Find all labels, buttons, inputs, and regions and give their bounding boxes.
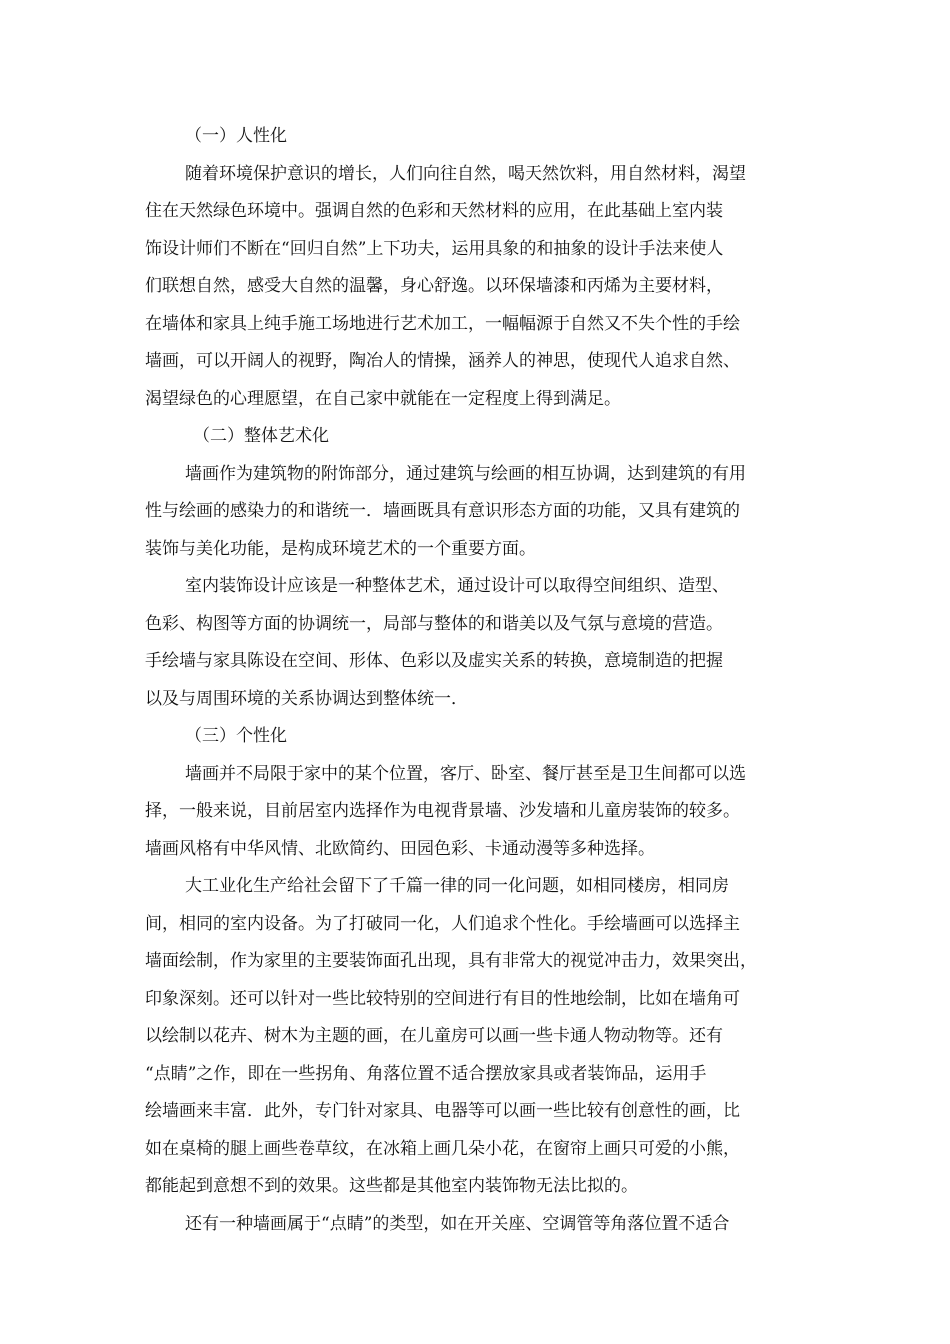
section-heading-1: （一）人性化 <box>185 126 287 146</box>
paragraph-6 <box>145 1206 827 1244</box>
paragraph-5 <box>145 868 827 1206</box>
paragraph-line: 们联想自然，感受大自然的温馨，身心舒逸。以环保墙漆和丙烯为主要材料， <box>145 276 723 296</box>
paragraph-line: 墙画风格有中华风情、北欧简约、田园色彩、卡通动漫等多种选择。 <box>145 838 655 859</box>
document-body <box>145 118 827 1243</box>
paragraph-line: 以绘制以花卉、树木为主题的画，在儿童房可以画一些卡通人物动物等。还有 <box>145 1026 723 1046</box>
paragraph-line: 绘墙画来丰富．此外，专门针对家具、电器等可以画一些比较有创意性的画，比 <box>145 1101 740 1121</box>
paragraph-line: 还有一种墙画属于“点睛”的类型，如在开关座、空调管等角落位置不适合 <box>185 1213 730 1234</box>
paragraph-line: “点睛”之作，即在一些拐角、角落位置不适合摆放家具或者装饰品，运用手 <box>145 1063 707 1084</box>
paragraph-line: 装饰与美化功能，是构成环境艺术的一个重要方面。 <box>145 538 536 559</box>
paragraph-1 <box>145 156 827 419</box>
paragraph-line: 随着环境保护意识的增长，人们向往自然，喝天然饮料，用自然材料，渴望 <box>185 163 746 184</box>
paragraph-line: 色彩、构图等方面的协调统一，局部与整体的和谐美以及气氛与意境的营造。 <box>145 613 723 634</box>
paragraph-line: 室内装饰设计应该是一种整体艺术，通过设计可以取得空间组织、造型、 <box>185 576 729 596</box>
section-heading-2: （二）整体艺术化 <box>193 426 329 446</box>
paragraph-line: 以及与周围环境的关系协调达到整体统一． <box>145 688 468 709</box>
paragraph-line: 择，一般来说，目前居室内选择作为电视背景墙、沙发墙和儿童房装饰的较多。 <box>145 801 740 821</box>
paragraph-line: 墙画，可以开阔人的视野，陶冶人的情操，涵养人的神思，使现代人追求自然、 <box>145 351 740 371</box>
paragraph-line: 在墙体和家具上纯手施工场地进行艺术加工，一幅幅源于自然又不失个性的手绘 <box>145 313 740 334</box>
paragraph-line: 墙画并不局限于家中的某个位置，客厅、卧室、餐厅甚至是卫生间都可以选 <box>185 763 746 784</box>
paragraph-line: 渴望绿色的心理愿望，在自己家中就能在一定程度上得到满足。 <box>145 388 621 409</box>
paragraph-line: 饰设计师们不断在“回归自然”上下功夫，运用具象的和抽象的设计手法来使人 <box>145 238 724 259</box>
paragraph-line: 性与绘画的感染力的和谐统一．墙画既具有意识形态方面的功能，又具有建筑的 <box>145 501 740 521</box>
paragraph-3 <box>145 568 827 718</box>
paragraph-line: 如在桌椅的腿上画些卷草纹，在冰箱上画几朵小花，在窗帘上画只可爱的小熊， <box>145 1138 740 1159</box>
paragraph-line: 墙面绘制，作为家里的主要装饰面孔出现，具有非常大的视觉冲击力，效果突出， <box>145 951 757 971</box>
section-heading-3: （三）个性化 <box>185 726 287 746</box>
paragraph-line: 大工业化生产给社会留下了千篇一律的同一化问题，如相同楼房，相同房 <box>185 876 729 896</box>
paragraph-line: 墙画作为建筑物的附饰部分，通过建筑与绘画的相互协调，达到建筑的有用 <box>185 463 746 484</box>
paragraph-line: 手绘墙与家具陈设在空间、形体、色彩以及虚实关系的转换，意境制造的把握 <box>145 651 723 671</box>
paragraph-4 <box>145 756 827 869</box>
paragraph-line: 都能起到意想不到的效果。这些都是其他室内装饰物无法比拟的。 <box>145 1176 638 1196</box>
paragraph-line: 印象深刻。还可以针对一些比较特别的空间进行有目的性地绘制，比如在墙角可 <box>145 988 740 1009</box>
paragraph-line: 间，相同的室内设备。为了打破同一化，人们追求个性化。手绘墙画可以选择主 <box>145 913 740 934</box>
paragraph-2 <box>145 456 827 569</box>
paragraph-line: 住在天然绿色环境中。强调自然的色彩和天然材料的应用，在此基础上室内装 <box>145 201 723 221</box>
